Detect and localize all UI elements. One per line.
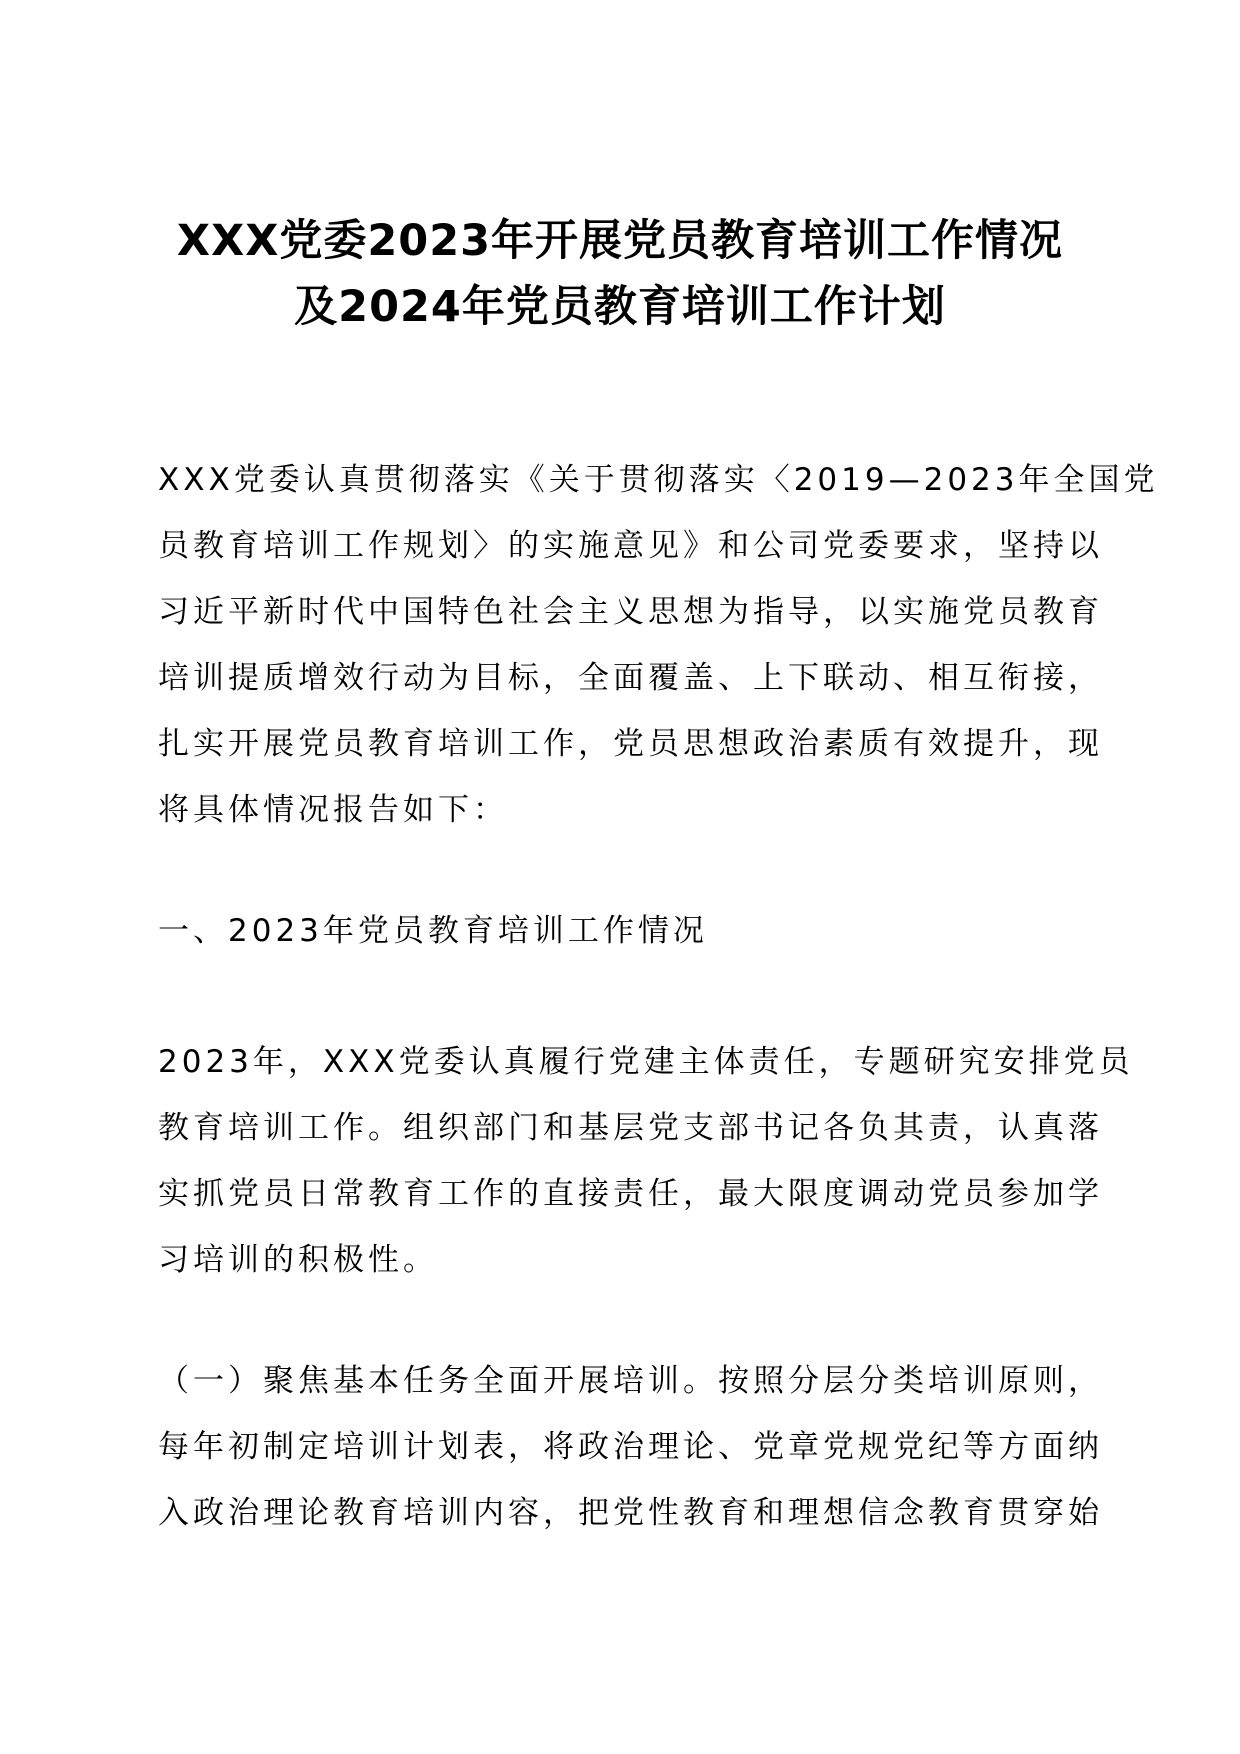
text-line: 将具体情况报告如下： <box>158 792 508 828</box>
text-line: 员教育培训工作规划〉的实施意见》和公司党委要求，坚持以 <box>158 528 1103 564</box>
title-line: 及2024年党员教育培训工作计划 <box>294 282 946 332</box>
text-line: XXX党委认真贯彻落实《关于贯彻落实〈2019—2023年全国党 <box>158 462 1159 498</box>
text-line: 习培训的积极性。 <box>158 1242 438 1278</box>
text-line: 一、2023年党员教育培训工作情况 <box>158 913 708 949</box>
text-line: 培训提质增效行动为目标，全面覆盖、上下联动、相互衔接， <box>158 660 1103 696</box>
intro-paragraph <box>158 447 1159 843</box>
text-line: 2023年，XXX党委认真履行党建主体责任，专题研究安排党员 <box>158 1044 1134 1080</box>
title-line: XXX党委2023年开展党员教育培训工作情况 <box>176 216 1064 266</box>
text-line: （一）聚焦基本任务全面开展培训。按照分层分类培训原则， <box>158 1363 1103 1399</box>
text-line: 入政治理论教育培训内容，把党性教育和理想信念教育贯穿始 <box>158 1495 1103 1531</box>
document-title <box>100 208 1140 340</box>
text-line: 每年初制定培训计划表，将政治理论、党章党规党纪等方面纳 <box>158 1429 1103 1465</box>
text-line: 扎实开展党员教育培训工作，党员思想政治素质有效提升，现 <box>158 726 1103 762</box>
section-paragraph <box>158 1029 1134 1293</box>
text-line: 习近平新时代中国特色社会主义思想为指导，以实施党员教育 <box>158 594 1103 630</box>
subsection-paragraph <box>158 1348 1103 1546</box>
text-line: 教育培训工作。组织部门和基层党支部书记各负其责，认真落 <box>158 1110 1103 1146</box>
section-heading <box>158 898 1088 964</box>
text-line: 实抓党员日常教育工作的直接责任，最大限度调动党员参加学 <box>158 1176 1103 1212</box>
